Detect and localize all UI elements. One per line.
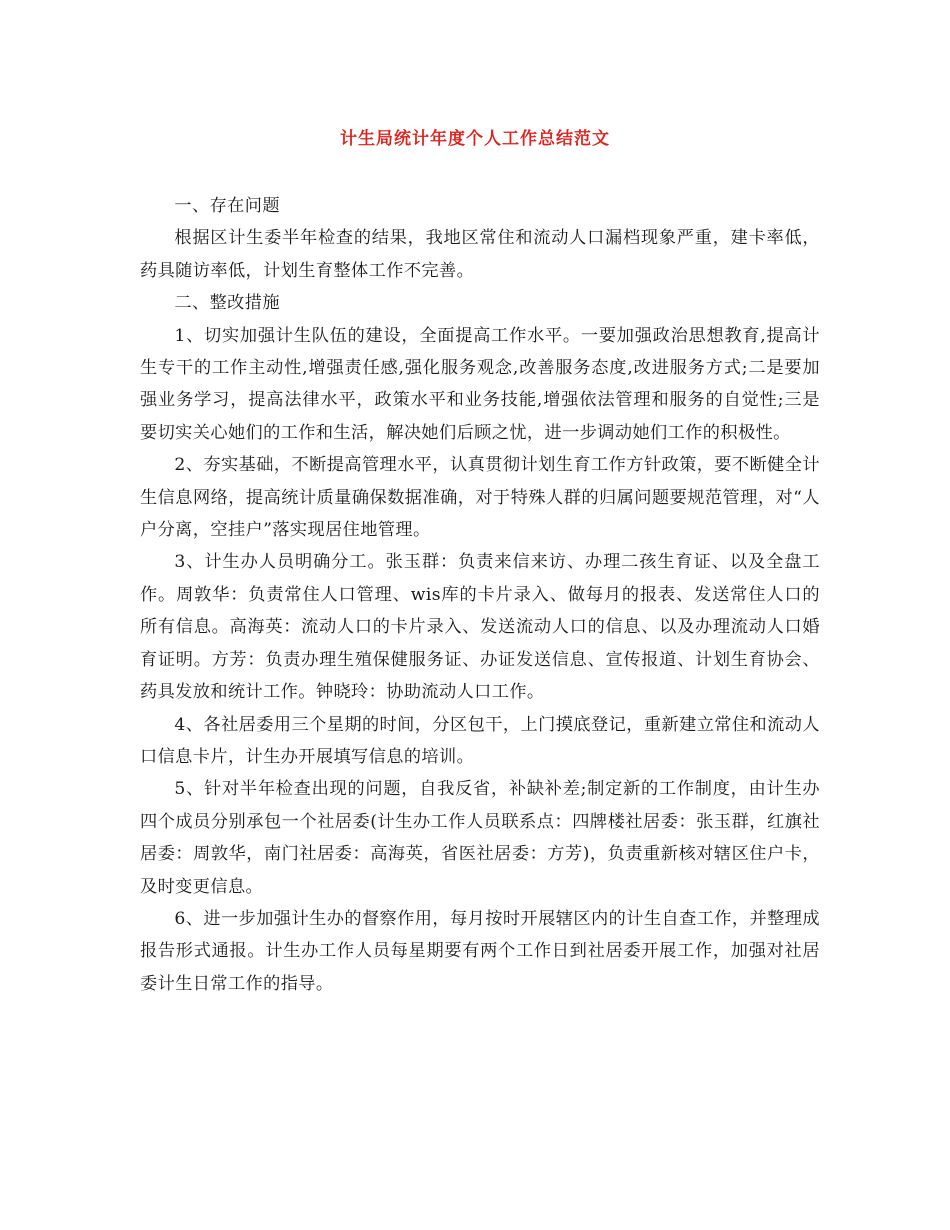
measure-item-3: 3、计生办人员明确分工。张玉群：负责来信来访、办理二孩生育证、以及全盘工作。周敦华：负责常住人口管理、wis库的卡片录入、做每月的报表、发送常住人口的所有信息。高海英：流动人口的卡片录入、发送流动人口的信息、以及办理流动人口婚育证明。方芳：负责办理生殖保健服务证、办证发送信息、宣传报道、计划生育协会、药具发放和统计工作。钟晓玲：协助流动人口工作。 — [140, 552, 820, 703]
measure-item-1: 1、切实加强计生队伍的建设，全面提高工作水平。一要加强政治思想教育,提高计生专干的工作主动性,增强责任感,强化服务观念,改善服务态度,改进服务方式;二是要加强业务学习，提高法律水平，政策水平和业务技能,增强依法管理和服务的自觉性;三是要切实关心她们的工作和生活，解决她们后顾之忧，进一步调动她们工作的积极性。 — [140, 325, 820, 443]
measure-item-4: 4、各社居委用三个星期的时间，分区包干，上门摸底登记，重新建立常住和流动人口信息卡片，计生办开展填写信息的培训。 — [140, 714, 820, 767]
document-title: 计生局统计年度个人工作总结范文 — [340, 129, 610, 149]
measure-item-5: 5、针对半年检查出现的问题，自我反省，补缺补差;制定新的工作制度，由计生办四个成员分别承包一个社居委(计生办工作人员联系点：四牌楼社居委：张玉群，红旗社居委：周敦华，南门社居委：高海英，省医社居委：方芳)，负责重新核对辖区住户卡，及时变更信息。 — [140, 779, 820, 897]
section-heading-measures: 二、整改措施 — [174, 293, 280, 314]
paragraph-problems: 根据区计生委半年检查的结果，我地区常住和流动人口漏档现象严重，建卡率低，药具随访率低，计划生育整体工作不完善。 — [140, 228, 820, 281]
measure-item-6: 6、进一步加强计生办的督察作用，每月按时开展辖区内的计生自查工作，并整理成报告形式通报。计生办工作人员每星期要有两个工作日到社居委开展工作，加强对社居委计生日常工作的指导。 — [140, 908, 820, 994]
measure-item-2: 2、夯实基础，不断提高管理水平，认真贯彻计划生育工作方针政策，要不断健全计生信息网络，提高统计质量确保数据准确，对于特殊人群的归属问题要规范管理，对“人户分离，空挂户”落实现居住地管理。 — [140, 455, 820, 541]
section-heading-problems: 一、存在问题 — [174, 196, 280, 216]
document-body — [140, 190, 820, 1000]
